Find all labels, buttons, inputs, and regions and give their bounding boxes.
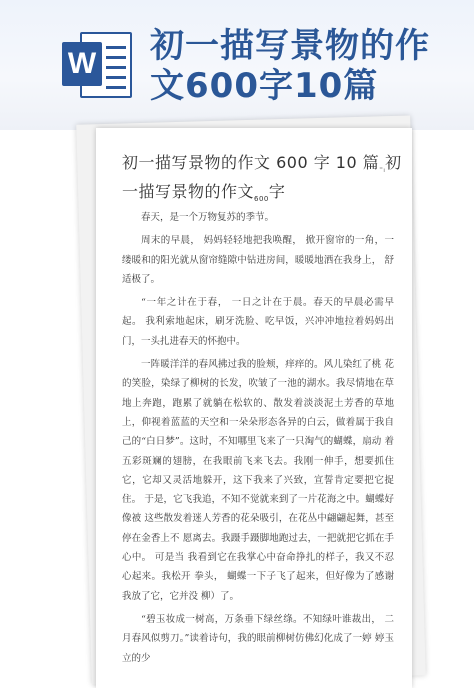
doc-line-shape bbox=[106, 76, 126, 79]
paragraph: 一阵暖洋洋的春风拂过我的脸颊，痒痒的。风儿染红了桃 花的笑脸，染绿了柳树的长发，吹皱了一池的湖水。我尽情地在草地上奔跑，跑累了就躺在松软的、散发着淡淡泥土芳香的草地 上，仰视着蓝蓝的天空和一朵朵形态各异的白云，做着属于我自 己的“白日梦”。这时，不知哪里飞来了一只淘气的蝴蝶，扇动 着五彩斑斓的翅膀，在我眼前飞来飞去。我刚一伸手，想要抓住 它，它却又灵活地躲开，这下我来了兴致，宣誓肯定要把它捉住。 于是，它飞我追，不知不觉就来到了一片花海之中。蝴蝶好像被 这些散发着迷人芳香的花朵吸引，在花丛中翩翩起舞，甚至停在金香上不 愿离去。我蹑手蹑脚地跑过去，一把就把它抓在手心中。 可是当 我看到它在我掌心中奋命挣扎的样子，我又不忍心起来。我松开 拳头， 蝴蝶一下子飞了起来，但好像为了感谢我放了它，它并没 柳）了。 bbox=[122, 359, 394, 602]
paragraph: 周末的早晨， 妈妈轻轻地把我唤醒， 掀开窗帘的一角，一缕暖和的阳光就从窗帘缝隙中钻进房间，暖暖地洒在我身上， 舒适极了。 bbox=[122, 235, 394, 285]
paragraph: 春天，是一个万物复苏的季节。 bbox=[141, 212, 275, 223]
doc-line-shape bbox=[106, 86, 126, 89]
heading-end: 字 bbox=[268, 182, 286, 202]
doc-line-shape bbox=[106, 46, 126, 49]
heading-mid: ⁼ₗ bbox=[379, 166, 386, 175]
heading-sub: 600 bbox=[254, 195, 269, 204]
document-body bbox=[122, 208, 394, 672]
banner-title: 初一描写景物的作文600字10篇 bbox=[150, 26, 430, 106]
heading-tail: 初一描写景物的作文 bbox=[122, 153, 402, 202]
heading-main: 初一描写景物的作文 600 字 10 篇 bbox=[122, 153, 380, 172]
paragraph: “碧玉妆成一树高，万条垂下绿丝绦。不知绿叶谁裁出， 二月春风似剪刀。”读着诗句，我的眼前柳树仿佛幻化成了一婷 婷玉立的少 bbox=[122, 613, 394, 664]
word-document-icon bbox=[56, 30, 134, 100]
doc-line-shape bbox=[106, 66, 126, 69]
banner bbox=[0, 0, 474, 130]
doc-line-shape bbox=[106, 56, 126, 59]
paragraph: “一年之计在于春， 一日之计在于晨。春天的早晨必需早起。 我利索地起床，刷牙洗脸、吃早饭，兴冲冲地拉着妈妈出门，一头扎进春天的怀抱中。 bbox=[122, 297, 394, 347]
word-badge: W bbox=[62, 42, 102, 86]
document-heading bbox=[122, 152, 402, 210]
